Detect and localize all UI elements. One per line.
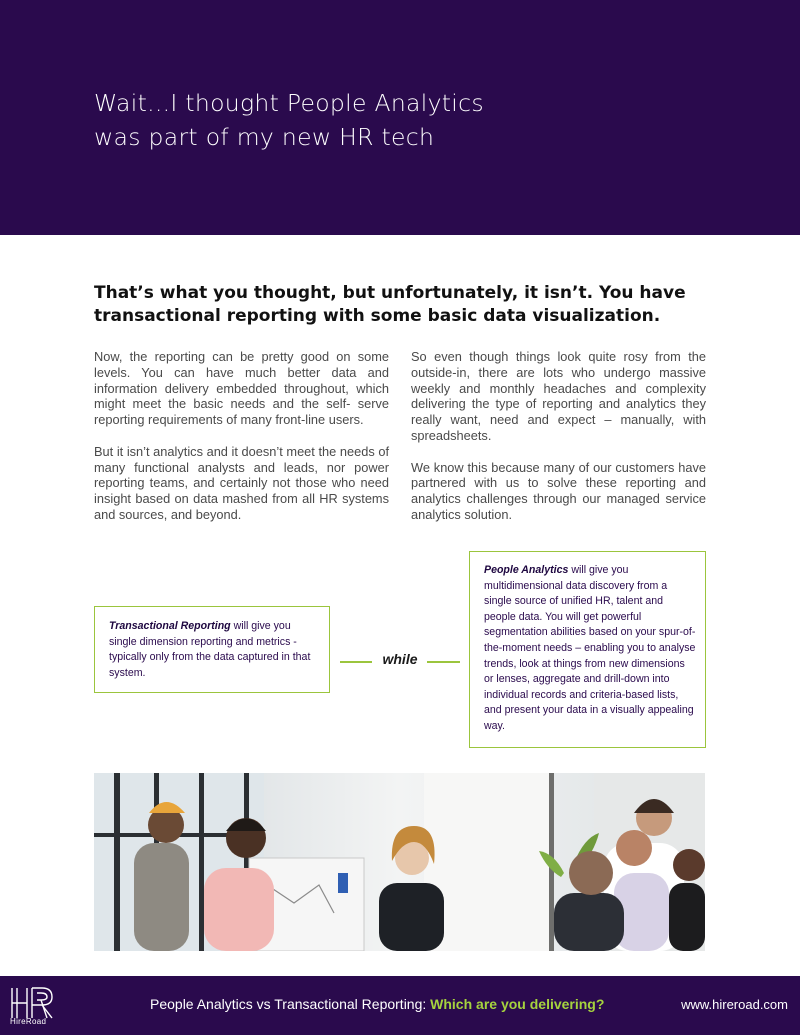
body-paragraph: We know this because many of our customers have partnered with us to solve these reporting and analytics challenges through our managed service analytics solution. [411, 459, 706, 522]
page-title-line-2: was part of my new HR tech [94, 123, 435, 151]
body-paragraph: But it isn’t analytics and it doesn’t meet the needs of many functional analysts and leads, nor power reporting teams, and certainly not those who need insight based on data mashed from all HR systems and sources, and beyond. [94, 443, 389, 522]
people-analytics-callout [469, 551, 706, 748]
subheading [94, 282, 714, 328]
callout-text: will give you multidimensional data discovery from a single source of unified HR, talent and people data. You will get powerful segmentation abilities based on your spur-of-the-moment needs – enabling you to analyse trends, look at things from new dimensions or lenses, aggregate and drill-down into individual records and criteria-based lists, and present your data in a visually appealing way. [484, 564, 696, 732]
logo-wordmark: HireRoad [10, 1017, 47, 1026]
callout-term: Transactional Reporting [109, 620, 231, 632]
team-meeting-photo [94, 773, 705, 951]
team-meeting-illustration [94, 773, 705, 951]
hero-banner [0, 0, 800, 235]
comparison-connector-word: while [382, 651, 418, 667]
subheading-line-2: transactional reporting with some basic data visualization. [94, 306, 661, 326]
body-column-right [411, 349, 706, 539]
callout-term: People Analytics [484, 564, 569, 576]
page-title [94, 86, 614, 154]
footer-tagline-accent: Which are you delivering? [430, 996, 605, 1012]
body-paragraph: Now, the reporting can be pretty good on some levels. You can have much better data and information delivery embedded throughout, which might meet the basic needs and the self- serve reporting requirements of many front-line users. [94, 349, 389, 428]
connector-line-left [340, 661, 372, 663]
connector-line-right [427, 661, 460, 663]
subheading-line-1: That’s what you thought, but unfortunately, it isn’t. You have [94, 283, 686, 303]
body-paragraph: So even though things look quite rosy from the outside-in, there are lots who undergo massive weekly and monthly headaches and complexity delivering the type of reporting and analytics they really want, need and expect – manually, with spreadsheets. [411, 349, 706, 443]
callout-text: will give you single dimension reporting and metrics - typically only from the data captured in that system. [109, 620, 311, 679]
body-column-left [94, 349, 389, 539]
footer-website-link[interactable]: www.hireroad.com [681, 997, 788, 1012]
page-footer [0, 976, 800, 1035]
transactional-reporting-callout [94, 606, 330, 693]
footer-tagline-plain: People Analytics vs Transactional Reporting: [150, 996, 431, 1012]
page-title-line-1: Wait...I thought People Analytics [94, 89, 484, 117]
footer-tagline [150, 996, 604, 1012]
